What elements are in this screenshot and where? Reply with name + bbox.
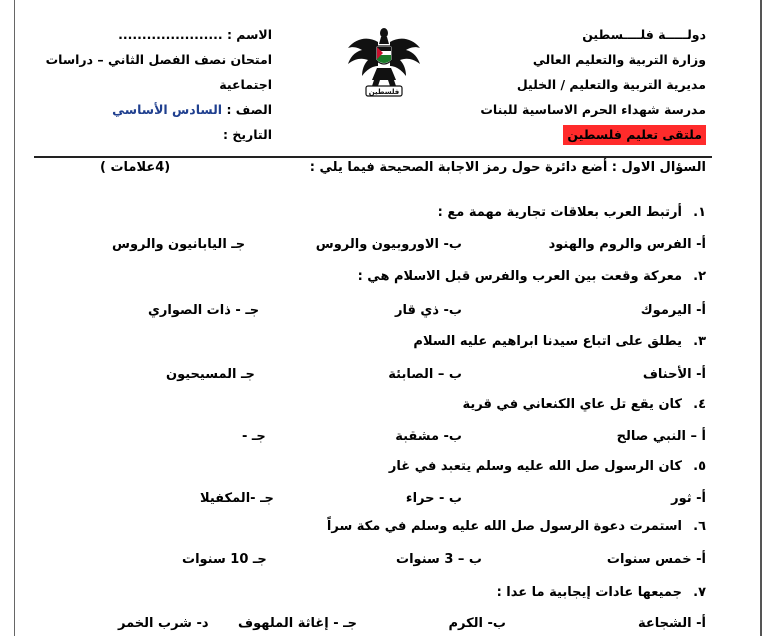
q7-option-a[interactable]: أ- الشجاعة <box>638 616 706 631</box>
q3-option-a[interactable]: أ- الأحناف <box>642 367 706 382</box>
question-text: أرتبط العرب بعلاقات تجارية مهمة مع : <box>437 205 682 220</box>
q6-option-c[interactable]: جـ 10 سنوات <box>182 552 267 567</box>
section-title: السؤال الاول : أضع دائرة حول رمز الاجابة الصحيحة فيما يلي : <box>309 160 706 175</box>
question-number: ٧. <box>693 585 706 600</box>
q2-option-b[interactable]: ب- ذي قار <box>395 303 462 318</box>
question-3 <box>413 334 706 349</box>
question-5 <box>389 459 706 474</box>
header-ministry: وزارة التربية والتعليم العالي <box>532 52 706 67</box>
q6-option-b[interactable]: ب – 3 سنوات <box>396 552 482 567</box>
q7-option-b[interactable]: ب- الكرم <box>448 616 506 631</box>
question-number: ٤. <box>693 397 706 412</box>
q7-option-c[interactable]: جـ - إغاثة الملهوف <box>238 616 357 631</box>
page-border-right <box>760 0 762 636</box>
header-student-block <box>45 22 272 147</box>
emblem-label: فلسطين <box>368 88 400 96</box>
palestine-eagle-emblem-icon <box>344 24 424 100</box>
q1-option-a[interactable]: أ- الفرس والروم والهنود <box>548 237 706 252</box>
question-text: كان الرسول صل الله عليه وسلم يتعبد في غار <box>388 459 682 474</box>
q2-option-a[interactable]: أ- اليرموك <box>640 303 706 318</box>
q1-option-c[interactable]: جـ اليابانيون والروس <box>112 237 246 252</box>
question-number: ٣. <box>693 334 706 349</box>
q6-option-a[interactable]: أ- خمس سنوات <box>606 552 706 567</box>
question-text: كان يقع تل عاي الكنعاني في قرية <box>462 397 682 412</box>
question-1 <box>438 205 706 220</box>
question-number: ٢. <box>693 269 706 284</box>
section-marks: (4علامات ) <box>100 160 171 175</box>
exam-title-line1: امتحان نصف الفصل الثاني – دراسات <box>45 52 272 67</box>
header-directorate: مديرية التربية والتعليم / الخليل <box>516 77 706 92</box>
header-ministry-block <box>446 22 706 147</box>
q5-option-b[interactable]: ب - حراء <box>405 491 462 506</box>
question-6 <box>327 519 706 534</box>
q3-option-c[interactable]: جـ المسيحيون <box>166 367 255 382</box>
q4-option-c[interactable]: جـ - <box>242 429 266 444</box>
q4-option-a[interactable]: أ – النبي صالح <box>616 429 706 444</box>
q1-option-b[interactable]: ب- الاوروبيون والروس <box>315 237 462 252</box>
question-number: ٥. <box>693 459 706 474</box>
grade-value: السادس الأساسي <box>112 102 223 117</box>
student-name-field: الاسم : ...................... <box>118 27 272 42</box>
header-school: مدرسة شهداء الحرم الاساسية للبنات <box>480 102 706 117</box>
question-2 <box>358 269 706 284</box>
question-7 <box>497 585 706 600</box>
question-text: جميعها عادات إيجابية ما عدا : <box>496 585 682 600</box>
q5-option-a[interactable]: أ- ثور <box>671 491 706 506</box>
header-brand-label: ملتقى تعليم فلسطين <box>563 125 706 145</box>
q3-option-b[interactable]: ب – الصابئة <box>388 367 462 382</box>
question-4 <box>463 397 706 412</box>
grade-label: الصف : <box>226 102 272 117</box>
exam-title-line2: اجتماعية <box>219 77 272 92</box>
grade-line <box>70 97 272 122</box>
q4-option-b[interactable]: ب- مشقبة <box>395 429 462 444</box>
header-separator <box>34 156 712 158</box>
question-text: معركة وقعت بين العرب والفرس قبل الاسلام هي : <box>357 269 682 284</box>
q7-option-d[interactable]: د- شرب الخمر <box>118 616 209 631</box>
question-number: ١. <box>693 205 706 220</box>
question-number: ٦. <box>693 519 706 534</box>
page-border-left <box>14 0 15 636</box>
q2-option-c[interactable]: جـ - ذات الصواري <box>148 303 260 318</box>
date-field: التاريخ : <box>222 127 272 142</box>
question-text: استمرت دعوة الرسول صل الله عليه وسلم في مكة سراً <box>326 519 682 534</box>
q5-option-c[interactable]: جـ -المكفيلا <box>200 491 274 506</box>
question-text: يطلق على اتباع سيدنا ابراهيم عليه السلام <box>413 334 682 349</box>
header-country: دولـــــة فلــــسطين <box>582 27 706 42</box>
